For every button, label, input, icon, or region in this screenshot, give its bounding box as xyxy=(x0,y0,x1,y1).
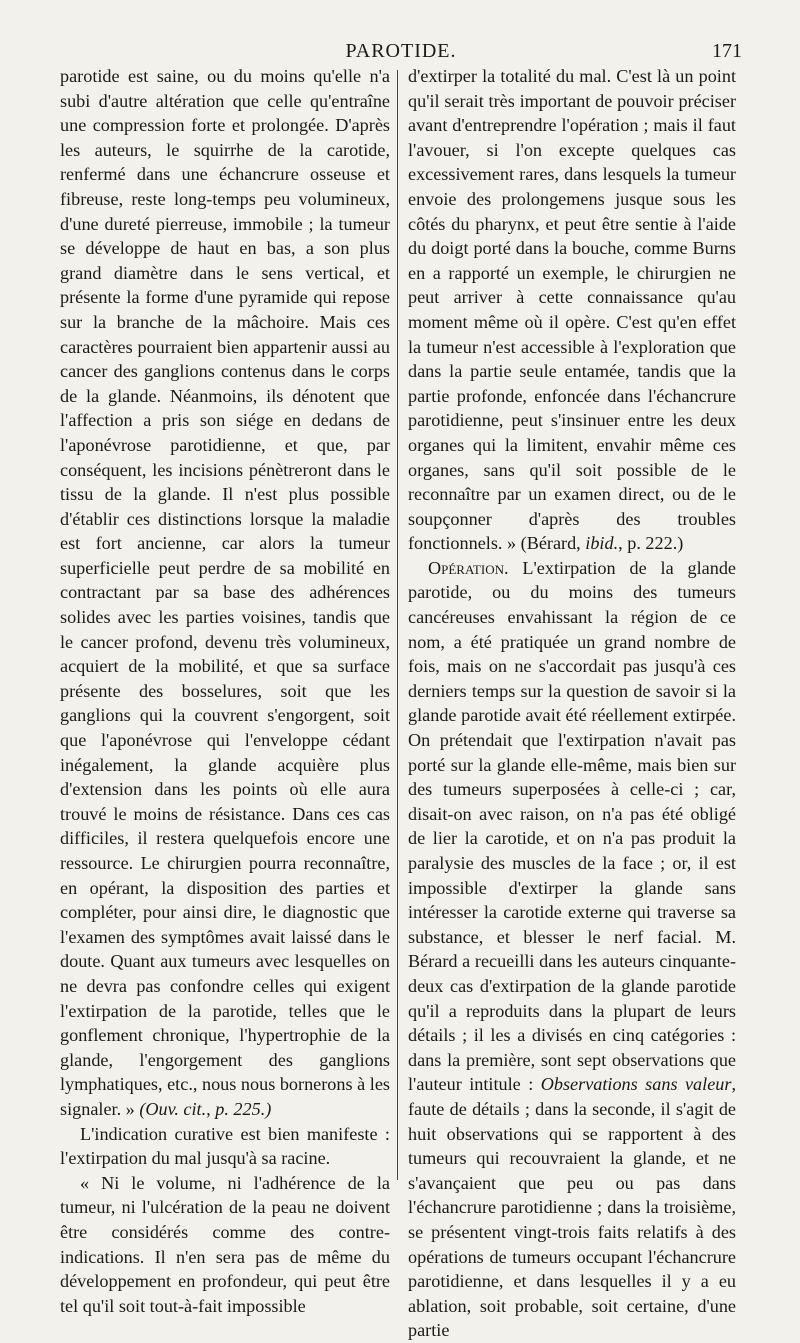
emphasis: Observations sans valeur xyxy=(540,1074,732,1095)
section-heading: Opération. xyxy=(428,557,509,578)
paragraph-text: parotide est saine, ou du moins qu'elle n'a subi d'autre altération que celle qu'entraîne une compression forte et prolongée. D'après les auteurs, le squirrhe de la carotide, renfermé dans une échancrure osseuse et fibreuse, reste long-temps peu volumineux, d'une dureté pierreuse, immobile ; la tumeur se développe de haut en bas, a son plus grand diamètre dans le sens vertical, et présente la forme d'une pyramide qui repose sur la branche de la mâchoire. Mais ces caractères pourraient bien appartenir aussi au cancer des ganglions contenus dans le corps de la glande. Néanmoins, ils dénotent que l'affection a pris son siége en dedans de l'aponévrose parotidienne, et que, par conséquent, les incisions pénètreront dans le tissu de la glande. Il n'est plus possible d'établir ces distinctions lorsque la maladie est fort ancienne, car alors la tumeur superficielle peut perdre de sa mobilité en contractant par sa base des adhérences solides avec les parties voisines, tandis que le cancer profond, devenu très volumineux, acquiert de la mobilité, et que sa surface présente des bosselures, soit que les ganglions qui la couvrent s'engorgent, soit que l'aponévrose qui l'enveloppe cédant inégalement, la glande acquière plus d'extension dans les points où elle aura trouvé le moins de résistance. Dans ces cas difficiles, il restera quelquefois encore une ressource. Le chirurgien pourra reconnaître, en opérant, la disposition des parties et compléter, pour ainsi dire, le diagnostic que l'examen des symptômes avait laissé dans le doute. Quant aux tumeurs avec lesquelles on ne devra pas confondre celles qui exigent l'extirpation de la parotide, telles que le gonflement chronique, l'hypertrophie de la glande, l'engorgement des ganglions lymphatiques, etc., nous nous bornerons à les signaler. » xyxy=(60,66,390,1119)
citation: (Ouv. cit., p. 225.) xyxy=(139,1098,272,1119)
left-column xyxy=(60,64,390,1318)
right-column xyxy=(408,64,736,1343)
paragraph xyxy=(408,64,736,556)
citation-ibid: ibid. xyxy=(585,533,619,554)
running-head: PAROTIDE. xyxy=(345,40,457,62)
paragraph: L'indication curative est bien manifeste : l'extirpation du mal jusqu'à sa racine. xyxy=(60,1123,390,1169)
paragraph xyxy=(60,64,390,1122)
citation-page: , p. 222.) xyxy=(618,533,684,554)
paragraph-text: , faute de détails ; dans la seconde, il s'agit de huit observations qui se rapportent à des tumeurs qui recouvraient la glande, et ne s'avançaient que peu ou pas dans l'échancrure parotidienne ; dans la troisième, se présentent vingt-trois faits relatifs à des opérations de tumeurs occupant l'échancrure parotidienne, et dans lesquelles il y a eu ablation, soit probable, soit certaine, d'une partie xyxy=(408,1074,736,1341)
page-number: 171 xyxy=(712,40,742,62)
paragraph-text: d'extirper la totalité du mal. C'est là un point qu'il serait très important de pouvoir préciser avant d'entreprendre l'opération ; mais il faut l'avouer, si l'on excepte quelques cas excessivement rares, dans lesquels la tumeur envoie des prolongemens jusque sous les côtés du pharynx, et peut être sentie à l'aide du doigt porté dans la bouche, comme Burns en a rapporté un exemple, le chirurgien ne peut arriver à cette connaissance qu'au moment même où il opère. C'est qu'en effet la tumeur n'est accessible à l'exploration que dans la partie seule entamée, tandis que la partie profonde, enfoncée dans l'échancrure parotidienne, peut s'insinuer entre les deux organes qui la limitent, envahir même ces organes, sans qu'il soit possible de le reconnaître par un examen direct, ou de le soupçonner d'après des troubles fonctionnels. » (Bérard, xyxy=(408,66,736,554)
paragraph xyxy=(408,556,736,1343)
column-divider xyxy=(397,70,398,1180)
paragraph: « Ni le volume, ni l'adhérence de la tumeur, ni l'ulcération de la peau ne doivent être considérés comme des contre-indications. Il n'en sera pas de même du développement en profondeur, qui peut être tel qu'il soit tout-à-fait impossible xyxy=(60,1172,390,1316)
paragraph-text: L'extirpation de la glande parotide, ou du moins des tumeurs cancéreuses envahissant la région de ce nom, a été pratiquée un grand nombre de fois, mais on ne s'accordait pas jusqu'à ces derniers temps sur la question de savoir si la glande parotide avait été réellement extirpée. On prétendait que l'extirpation n'avait pas porté sur la glande elle-même, mais bien sur des tumeurs superposées à celle-ci ; car, disait-on avec raison, on n'a pas été obligé de lier la carotide, et on n'a pas produit la paralysie des muscles de la face ; or, il est impossible d'extirper la glande sans intéresser la carotide externe qui traverse sa substance, et blesser le nerf facial. M. Bérard a recueilli dans les auteurs cinquante-deux cas d'extirpation de la glande parotide qu'il a reproduits dans la plupart de leurs détails ; il les a divisés en cinq catégories : dans la première, sont sept observations que l'auteur intitule : xyxy=(408,557,737,1095)
